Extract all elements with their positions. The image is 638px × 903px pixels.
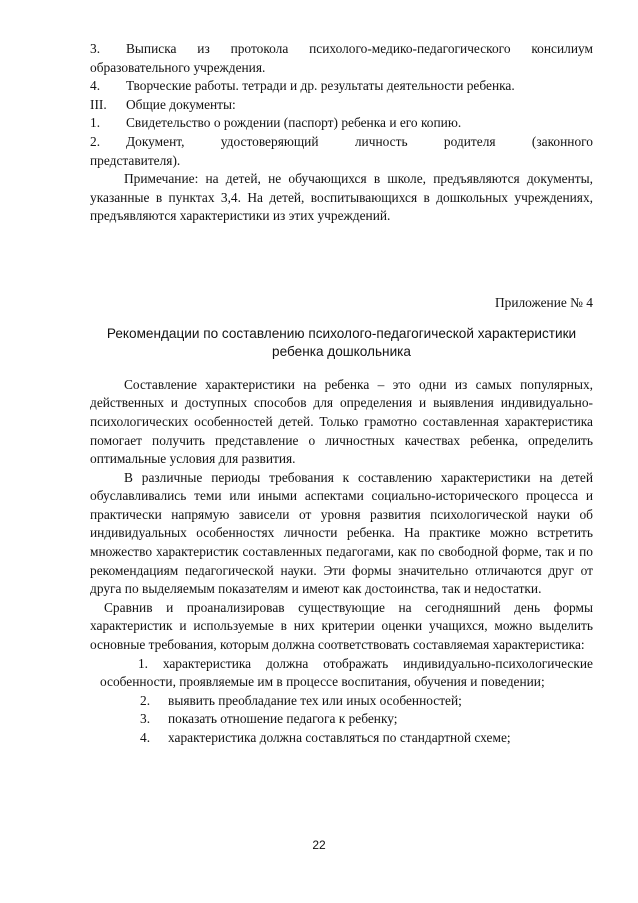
- list-item-number: 4.: [140, 730, 151, 745]
- list-item-continuation: представителя).: [90, 152, 181, 168]
- list-item: [140, 692, 593, 711]
- list-item-text: характеристика должна составляться по стандартной схеме;: [168, 730, 511, 745]
- list-item: [100, 655, 593, 692]
- list-item-number: 1.: [90, 115, 101, 131]
- section-gap: [90, 226, 593, 294]
- document-list-top: [90, 40, 593, 170]
- list-item-number: III.: [90, 96, 107, 112]
- list-item: [90, 114, 593, 133]
- list-item-text: Документ, удостоверяющий личность родителя (законного: [126, 133, 593, 149]
- list-item-number: 1.: [137, 655, 148, 671]
- section-heading: [84, 325, 599, 362]
- list-item-text: Общие документы:: [126, 96, 236, 112]
- page-number: 22: [312, 838, 326, 852]
- list-item-number: 2.: [90, 133, 101, 149]
- list-item: [90, 40, 593, 59]
- list-item-continuation: образовательного учреждения.: [90, 59, 266, 75]
- body-paragraph-1: Составление характеристики на ребенка – это одни из самых популярных, действенных и доступных способов для определения и выявления индивидуально-психологических особенностей детей. Только грамотно составленная характеристика помогает получить представление о личностных качествах ребенка, определить оптимальные условия для развития.: [90, 376, 593, 467]
- list-item: [90, 133, 593, 152]
- document-page: [90, 40, 593, 748]
- list-item-number: 3.: [90, 41, 101, 56]
- note-paragraph: Примечание: на детей, не обучающихся в школе, предъявляются документы, указанные в пунктах 3,4. На детей, воспитывающихся в дошкольных учреждениях, предъявляются характеристики из этих учреждений.: [90, 171, 593, 224]
- list-item: [140, 729, 593, 748]
- list-item: [90, 96, 593, 115]
- list-item: [90, 77, 593, 96]
- body-paragraph-3: Сравнив и проанализировав существующие на сегодняшний день формы характеристик и используемые в них критерии оценки учащихся, можно выделить основные требования, которым должна соответствовать составляемая характеристика:: [90, 599, 593, 653]
- list-item-text: Выписка из протокола психолого-медико-педагогического консилиум: [126, 41, 593, 56]
- appendix-label: Приложение № 4: [494, 294, 593, 310]
- list-item-text: характеристика должна отображать индивидуально-психологические особенности, проявляемые им в процессе воспитания, обучения и поведении;: [100, 655, 593, 690]
- list-item-number: 4.: [90, 78, 101, 94]
- criteria-list: [90, 655, 593, 748]
- list-item-text: Творческие работы. тетради и др. результаты деятельности ребенка.: [126, 78, 515, 94]
- heading-line-2: ребенка дошкольника: [272, 344, 411, 360]
- list-item-text: выявить преобладание тех или иных особенностей;: [168, 692, 462, 708]
- list-item: [140, 710, 593, 729]
- list-item-text: Свидетельство о рождении (паспорт) ребенка и его копию.: [126, 115, 462, 131]
- list-item-text: показать отношение педагога к ребенку;: [168, 711, 398, 727]
- body-paragraph-2: В различные периоды требования к составлению характеристики на детей обуславливались теми или иными аспектами социально-исторического процесса и практически напрямую зависели от уровня развития психологической науки об индивидуальных особенностях личности ребенка. На практике можно встретить множество характеристик составленных педагогами, как по свободной форме, так и по рекомендациям педагогической науки. Эти формы значительно отличаются друг от друга по выделяемым показателям и имеют как достоинства, так и недостатки.: [90, 469, 593, 597]
- list-item-number: 3.: [140, 711, 151, 727]
- heading-line-1: Рекомендации по составлению психолого-педагогической характеристики: [106, 325, 577, 341]
- list-item-number: 2.: [140, 692, 151, 708]
